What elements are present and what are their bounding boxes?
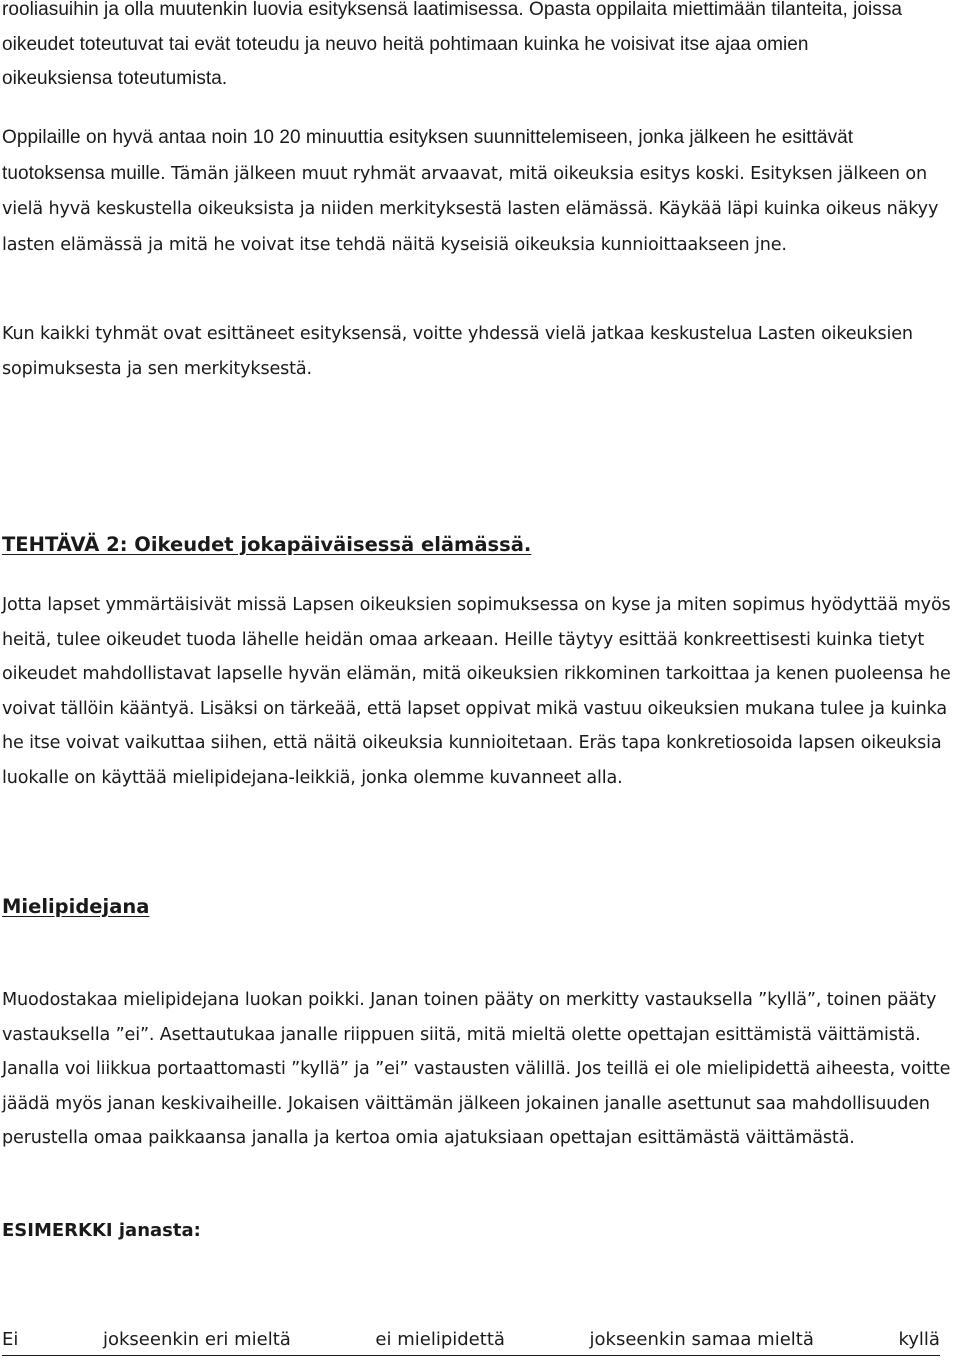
paragraph-presentation-rest: Tämän jälkeen muut ryhmät arvaavat, mitä oikeuksia esitys koski. Esityksen jälkeen on vielä hyvä keskustella oikeuksista ja niiden merkityksestä lasten elämässä. Käykää läpi kuinka oikeus näkyy lasten elämässä ja mitä he voivat itse tehdä näitä kyseisiä oikeuksia kunnioittaakseen jne.: [2, 163, 939, 255]
scale-label-ei: Ei: [2, 1329, 19, 1350]
scale-label-neutral: ei mielipidettä: [375, 1329, 505, 1350]
opinion-scale-line: [2, 1326, 940, 1356]
heading-mielipidejana: Mielipidejana: [2, 895, 150, 918]
paragraph-intro: rooliasuihin ja olla muutenkin luovia esityksensä laatimisessa. Opasta oppilaita miettimään tilanteita, joissa oikeudet toteutuvat tai evät toteudu ja neuvo heitä pohtimaan kuinka he voisivat itse ajaa omien oikeuksiensa toteutumista.: [2, 0, 903, 89]
heading-esimerkki: ESIMERKKI janasta:: [2, 1220, 201, 1241]
scale-label-kylla: kyllä: [898, 1329, 940, 1350]
paragraph-mielipidejana-instructions: Muodostakaa mielipidejana luokan poikki. Janan toinen pääty on merkitty vastauksella ”kyllä”, toinen pääty vastauksella ”ei”. Asettautukaa janalle riippuen siitä, mitä mieltä olette opettajan esittämistä väittämistä. Janalla voi liikkua portaattomasti ”kyllä” ja ”ei” vastausten välillä. Jos teillä ei ole mielipidettä aiheesta, voitte jäädä myös janan keskivaiheille. Jokaisen väittämän jälkeen jokainen janalle asettunut saa mahdollisuuden perustella omaa paikkaansa janalla ja kertoa omia ajatuksiaan opettajan esittämästä väittämästä.: [2, 990, 951, 1148]
heading-task-2: TEHTÄVÄ 2: Oikeudet jokapäiväisessä elämässä.: [2, 533, 532, 556]
paragraph-discussion: Kun kaikki tyhmät ovat esittäneet esityksensä, voitte yhdessä vielä jatkaa keskustelua Lasten oikeuksien sopimuksesta ja sen merkityksestä.: [2, 324, 913, 379]
paragraph-everyday-rights: Jotta lapset ymmärtäisivät missä Lapsen oikeuksien sopimuksessa on kyse ja miten sopimus hyödyttää myös heitä, tulee oikeudet tuoda lähelle heidän omaa arkeaan. Heille täytyy esittää konkreettisesti kuinka tietyt oikeudet mahdollistavat lapselle hyvän elämän, mitä oikeuksien rikkominen tarkoittaa ja kenen puoleensa he voivat tällöin kääntyä. Lisäksi on tärkeää, että lapset oppivat mikä vastuu oikeuksien mukana tulee ja kuinka he itse voivat vaikuttaa siihen, että näitä oikeuksia kunnioitetaan. Eräs tapa konkretiosoida lapsen oikeuksia luokalle on käyttää mielipidejana-leikkiä, jonka olemme kuvanneet alla.: [2, 595, 951, 788]
paragraph-presentation: [2, 120, 952, 262]
scale-label-agree: jokseenkin samaa mieltä: [589, 1329, 814, 1350]
scale-label-disagree: jokseenkin eri mieltä: [102, 1329, 291, 1350]
paragraph-presentation-arial: Oppilaille on hyvä antaa noin 10 20 minuuttia esityksen suunnittelemiseen, jonka jälkeen he esittävät tuotoksensa muille.: [2, 127, 854, 184]
